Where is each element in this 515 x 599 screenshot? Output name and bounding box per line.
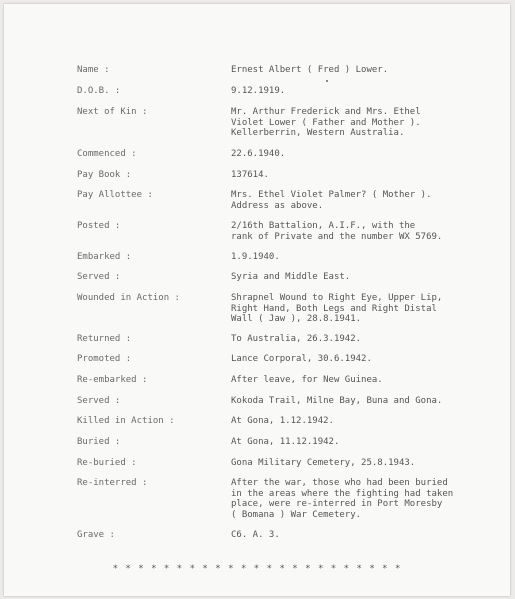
value-posted: 2/16th Battalion, A.I.F., with the rank of Private and the number WX 5769. <box>231 221 443 242</box>
value-buried: At Gona, 11.12.1942. <box>231 437 340 447</box>
label-name: Name : <box>77 65 110 75</box>
value-re-interred: After the war, those who had been buried in the areas where the fighting had taken place, were re-interred in Port Moresby ( Bomana ) War Cemetery. <box>231 478 454 520</box>
service-record <box>4 4 510 596</box>
document-page <box>4 4 510 596</box>
value-wounded: Shrapnel Wound to Right Eye, Upper Lip, Right Hand, Both Legs and Right Distal Wall ( Jaw ), 28.8.1941. <box>231 293 443 324</box>
value-served-2: Kokoda Trail, Milne Bay, Buna and Gona. <box>231 396 443 406</box>
footer-asterisk-divider: * * * * * * * * * * * * * * * * * * * * * * * <box>112 564 402 574</box>
label-re-buried: Re-buried : <box>77 458 137 468</box>
label-pay-allottee: Pay Allottee : <box>77 190 153 200</box>
label-wounded: Wounded in Action : <box>77 293 180 303</box>
value-killed-in-action: At Gona, 1.12.1942. <box>231 416 334 426</box>
label-next-of-kin: Next of Kin : <box>77 107 148 117</box>
label-returned: Returned : <box>77 334 132 344</box>
label-re-interred: Re-interred : <box>77 478 148 488</box>
value-grave: C6. A. 3. <box>231 530 280 540</box>
value-promoted: Lance Corporal, 30.6.1942. <box>231 354 372 364</box>
value-next-of-kin: Mr. Arthur Frederick and Mrs. Ethel Violet Lower ( Father and Mother ). Kellerberrin, Western Australia. <box>231 107 421 138</box>
value-re-buried: Gona Military Cemetery, 25.8.1943. <box>231 458 416 468</box>
label-served-2: Served : <box>77 396 121 406</box>
label-dob: D.O.B. : <box>77 86 121 96</box>
label-promoted: Promoted : <box>77 354 132 364</box>
label-grave: Grave : <box>77 530 115 540</box>
value-dob: 9.12.1919. <box>231 86 286 96</box>
label-commenced: Commenced : <box>77 149 137 159</box>
value-embarked: 1.9.1940. <box>231 252 280 262</box>
label-re-embarked: Re-embarked : <box>77 375 148 385</box>
label-served-1: Served : <box>77 272 121 282</box>
value-commenced: 22.6.1940. <box>231 149 286 159</box>
label-killed-in-action: Killed in Action : <box>77 416 175 426</box>
value-pay-allottee: Mrs. Ethel Violet Palmer? ( Mother ). Address as above. <box>231 190 432 211</box>
label-embarked: Embarked : <box>77 252 132 262</box>
value-re-embarked: After leave, for New Guinea. <box>231 375 383 385</box>
value-name: Ernest Albert ( Fred ) Lower. <box>231 65 389 75</box>
value-pay-book: 137614. <box>231 170 269 180</box>
value-served-1: Syria and Middle East. <box>231 272 351 282</box>
label-pay-book: Pay Book : <box>77 170 132 180</box>
label-posted: Posted : <box>77 221 121 231</box>
value-returned: To Australia, 26.3.1942. <box>231 334 362 344</box>
label-buried: Buried : <box>77 437 121 447</box>
